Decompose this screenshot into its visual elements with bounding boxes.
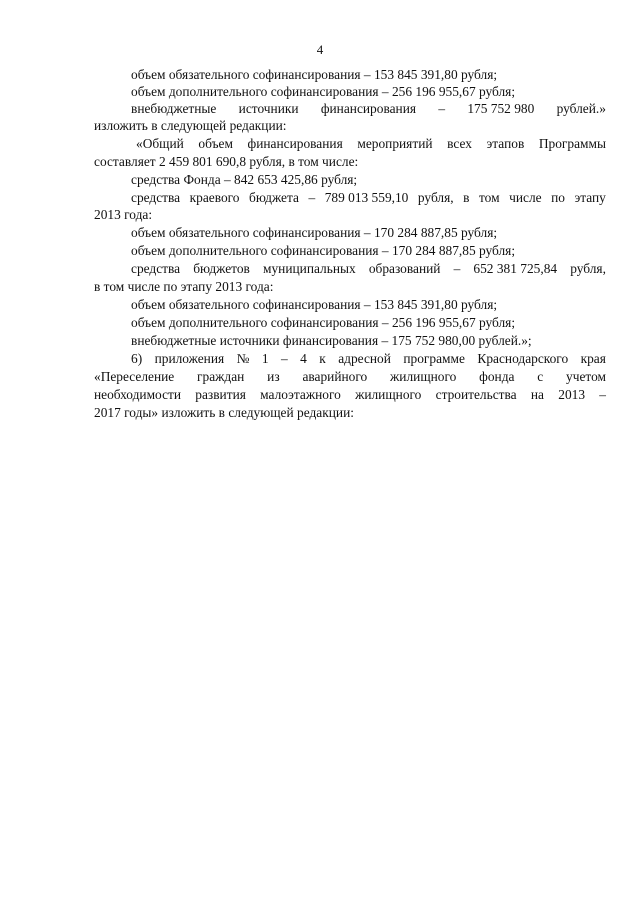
text-line: 2013 года: — [94, 207, 153, 222]
text-line: средства Фонда – 842 653 425,86 рубля; — [131, 172, 358, 187]
text-word: фонда — [479, 369, 515, 384]
text-word: 4 — [300, 351, 307, 366]
text-word: том — [478, 190, 500, 205]
text-line — [136, 135, 606, 152]
text-line — [94, 368, 606, 385]
text-word: этапу — [574, 190, 606, 205]
text-word: в — [463, 190, 470, 205]
text-word: приложения — [154, 351, 225, 366]
text-line — [94, 386, 606, 403]
text-word: граждан — [197, 369, 245, 384]
text-word: бюджета — [249, 190, 299, 205]
text-word: рубля, — [417, 190, 454, 205]
text-word: № — [236, 351, 250, 366]
text-line — [131, 260, 606, 277]
text-word: – — [308, 190, 316, 205]
text-word: 1 — [261, 351, 269, 366]
text-word: по — [551, 190, 565, 205]
text-line: изложить в следующей редакции: — [94, 118, 287, 133]
text-word: – — [599, 387, 606, 402]
text-line: объем обязательного софинансирования – 153 845 391,80 рубля; — [131, 297, 498, 312]
text-word: всех — [447, 136, 472, 151]
text-word: края — [580, 351, 606, 366]
text-line — [131, 189, 606, 206]
text-word: рублей.» — [556, 101, 606, 116]
text-word: – — [453, 261, 461, 276]
text-word: жилищного — [355, 387, 422, 402]
text-line: 2017 годы» изложить в следующей редакции: — [94, 405, 354, 420]
text-word: необходимости — [94, 387, 182, 402]
text-word: – — [280, 351, 288, 366]
text-word: краевого — [189, 190, 240, 205]
text-word: рубля, — [570, 261, 606, 276]
text-line: объем обязательного софинансирования – 153 845 391,80 рубля; — [131, 67, 498, 82]
text-line: в том числе по этапу 2013 года: — [94, 279, 274, 294]
text-word: программе — [403, 351, 465, 366]
text-word: числе — [509, 190, 542, 205]
text-word: средства — [131, 261, 181, 276]
text-word: жилищного — [390, 369, 457, 384]
text-word: Программы — [538, 136, 606, 151]
text-word: источники — [238, 101, 299, 116]
text-word: «Общий — [136, 136, 184, 151]
text-line: объем дополнительного софинансирования – 256 196 955,67 рубля; — [131, 315, 516, 330]
text-word: объем — [198, 136, 233, 151]
text-word: аварийного — [302, 369, 368, 384]
text-line: объем дополнительного софинансирования – 170 284 887,85 рубля; — [131, 243, 516, 258]
text-word: малоэтажного — [260, 387, 341, 402]
text-word: – — [438, 101, 446, 116]
text-word: 175 752 980 — [467, 101, 535, 116]
text-word: строительства — [435, 387, 517, 402]
text-line — [131, 350, 606, 367]
text-line — [131, 100, 606, 117]
text-word: финансирования — [320, 101, 417, 116]
page-number: 4 — [316, 42, 324, 57]
text-line: составляет 2 459 801 690,8 рубля, в том числе: — [94, 154, 359, 169]
text-word: 2013 — [558, 387, 586, 402]
text-word: внебюджетные — [131, 101, 217, 116]
text-word: к — [319, 351, 326, 366]
text-word: бюджетов — [193, 261, 250, 276]
text-word: средства — [131, 190, 181, 205]
text-word: 652 381 725,84 — [473, 261, 558, 276]
text-word: 6) — [131, 351, 143, 366]
text-word: с — [537, 369, 544, 384]
text-word: Краснодарского — [477, 351, 569, 366]
text-word: этапов — [486, 136, 525, 151]
text-line: внебюджетные источники финансирования – 175 752 980,00 рублей.»; — [131, 333, 532, 348]
text-word: «Переселение — [94, 369, 175, 384]
text-word: муниципальных — [263, 261, 356, 276]
text-line: объем дополнительного софинансирования – 256 196 955,67 рубля; — [131, 84, 516, 99]
text-word: адресной — [338, 351, 391, 366]
text-word: финансирования — [247, 136, 343, 151]
text-word: из — [267, 369, 280, 384]
text-word: образований — [368, 261, 441, 276]
text-word: мероприятий — [357, 136, 433, 151]
text-word: учетом — [566, 369, 606, 384]
text-word: на — [530, 387, 544, 402]
text-word: развития — [195, 387, 246, 402]
text-word: 789 013 559,10 — [324, 190, 409, 205]
text-line: объем обязательного софинансирования – 170 284 887,85 рубля; — [131, 225, 498, 240]
